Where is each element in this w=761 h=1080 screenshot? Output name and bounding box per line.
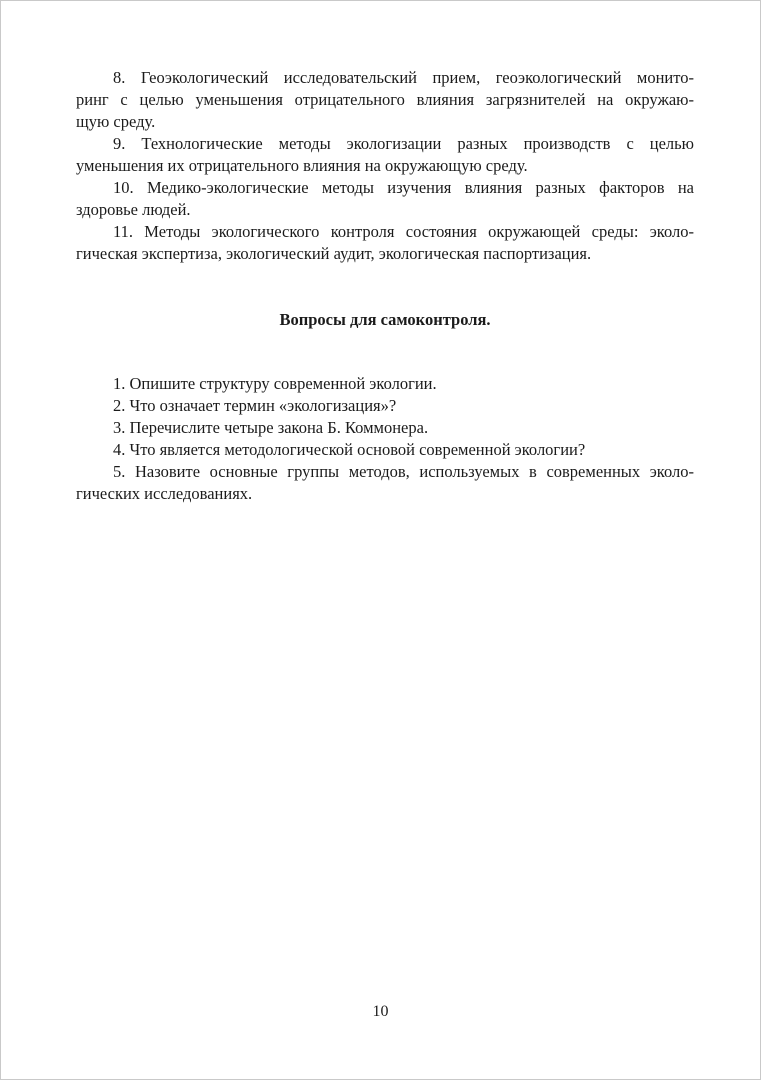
text-line: 9. Технологические методы экологизации разных производств с целью (113, 134, 694, 153)
list-item-10 (76, 177, 694, 221)
list-item-9 (76, 133, 694, 177)
list-item-11 (76, 221, 694, 265)
question-item-4 (76, 439, 694, 461)
question-item-1 (76, 373, 694, 395)
question-item-3 (76, 417, 694, 439)
text-line: щую среду. (76, 112, 156, 131)
text-line: гических исследованиях. (76, 484, 253, 503)
text-line: 2. Что означает термин «экологизация»? (113, 396, 397, 415)
question-item-2 (76, 395, 694, 417)
section-heading: Вопросы для самоконтроля. (279, 310, 491, 329)
text-line: 10. Медико-экологические методы изучения влияния разных факторов на (113, 178, 694, 197)
question-item-5 (76, 461, 694, 505)
text-line: уменьшения их отрицательного влияния на окружающую среду. (76, 156, 528, 175)
text-line: 1. Опишите структуру современной экологии. (113, 374, 437, 393)
text-line: ринг с целью уменьшения отрицательного влияния загрязнителей на окружаю- (76, 90, 694, 109)
page-number: 10 (372, 1003, 389, 1020)
text-line: здоровье людей. (76, 200, 191, 219)
list-item-8 (76, 67, 694, 133)
text-line: 5. Назовите основные группы методов, используемых в современных эколо- (113, 462, 694, 481)
text-line: 3. Перечислите четыре закона Б. Коммонера. (113, 418, 429, 437)
text-line: 8. Геоэкологический исследовательский прием, геоэкологический монито- (113, 68, 694, 87)
text-line: 4. Что является методологической основой современной экологии? (113, 440, 586, 459)
text-line: 11. Методы экологического контроля состояния окружающей среды: эколо- (113, 222, 694, 241)
text-line: гическая экспертиза, экологический аудит, экологическая паспортизация. (76, 244, 592, 263)
page-content (76, 67, 694, 505)
